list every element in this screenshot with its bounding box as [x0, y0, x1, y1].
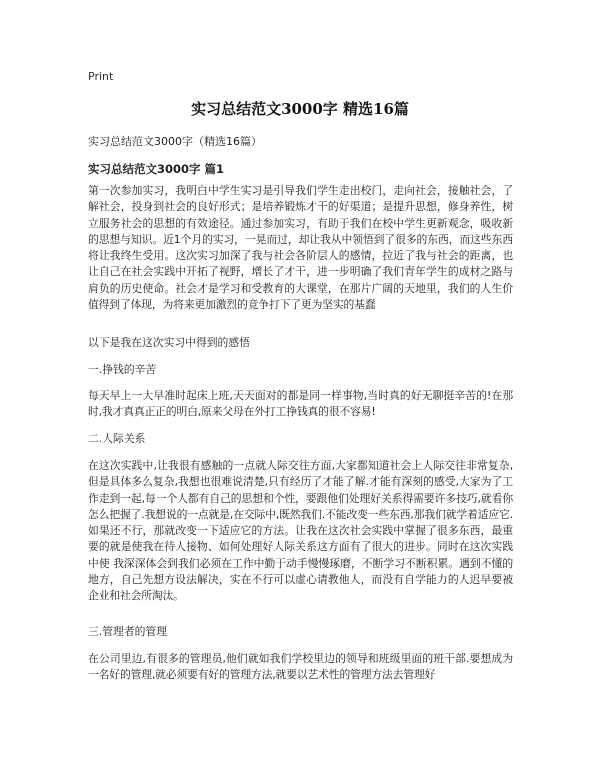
paragraph-earning-money: 每天早上一大早准时起床上班,天天面对的都是同一样事物,当时真的好无聊挺辛苦的!在那时,我才真真正正的明白,原来父母在外打工挣钱真的很不容易!: [88, 389, 513, 419]
print-label: Print: [88, 70, 114, 83]
heading-3-block: [88, 624, 513, 640]
intro-paragraph: 第一次参加实习，我明白中学生实习是引导我们学生走出校门，走向社会，接触社会，了解社会，投身到社会的良好形式；是培养锻炼才干的好渠道；是提升思想，修身养性，树立服务社会的思想的有效途径。通过参加实习，有助于我们在校中学生更新观念，吸收新的思想与知识。近1个月的实习，一晃而过，却让我从中领悟到了很多的东西，而这些东西将让我终生受用。这次实习加深了我与社会各阶层人的感情，拉近了我与社会的距离，也让自己在社会实践中开拓了视野，增长了才干，进一步明确了我们青年学生的成材之路与肩负的历史使命。社会才是学习和受教育的大课堂，在那片广阔的天地里，我们的人生价值得到了体现，为将来更加激烈的竞争打下了更为坚实的基蠢: [88, 184, 513, 312]
feelings-intro-block: [88, 335, 513, 351]
document-title: 实习总结范文3000字 精选16篇: [191, 100, 409, 118]
paragraph-management: 在公司里边,有很多的管理员,他们就如我们学校里边的领导和班级里面的班干部.要想成为一名好的管理,就必须要有好的管理方法,就要以艺术性的管理方法去管理好: [88, 652, 513, 682]
heading-2-block: [88, 431, 513, 447]
paragraph-3-block: [88, 651, 513, 684]
paragraph-1-block: [88, 388, 513, 421]
heading-1-block: [88, 362, 513, 378]
heading-earning-money: 一.挣钱的辛苦: [88, 363, 157, 376]
feelings-intro: 以下是我在这次实习中得到的感悟: [88, 336, 250, 349]
paragraph-relationships: 在这次实践中,让我很有感触的一点就人际交往方面,大家都知道社会上人际交往非常复杂,但是具体多么复杂,我想也很难说清楚,只有经历了才能了解.才能有深刻的感受,大家为了工作走到一起,每一个人都有自己的思想和个性，要跟他们处理好关系得需要许多技巧,就看你怎么把握了.我想说的一点就是,在交际中,既然我们.不能改变一些东西,那我们就学着适应它.如果还不行，那就改变一下适应它的方法。让我在这次社会实践中掌握了很多东西，最重要的就是使我在待人接物、如何处理好人际关系这方面有了很大的进步。同时在这次实践中使 我深深体会到我们必须在工作中勤于动手慢慢琢磨，不断学习不断积累。遇到不懂的地方，自己先想方设法解决，实在不行可以虚心请教他人，而没有自学能力的人迟早要被企业和社会所淘汰。: [88, 459, 513, 603]
document-subtitle: 实习总结范文3000字（精选16篇）: [88, 135, 262, 148]
intro-paragraph-block: [88, 183, 513, 313]
section-heading: 实习总结范文3000字 篇1: [88, 162, 225, 176]
heading-management: 三.管理者的管理: [88, 625, 168, 638]
paragraph-2-block: [88, 458, 513, 605]
heading-relationships: 二.人际关系: [88, 432, 146, 445]
